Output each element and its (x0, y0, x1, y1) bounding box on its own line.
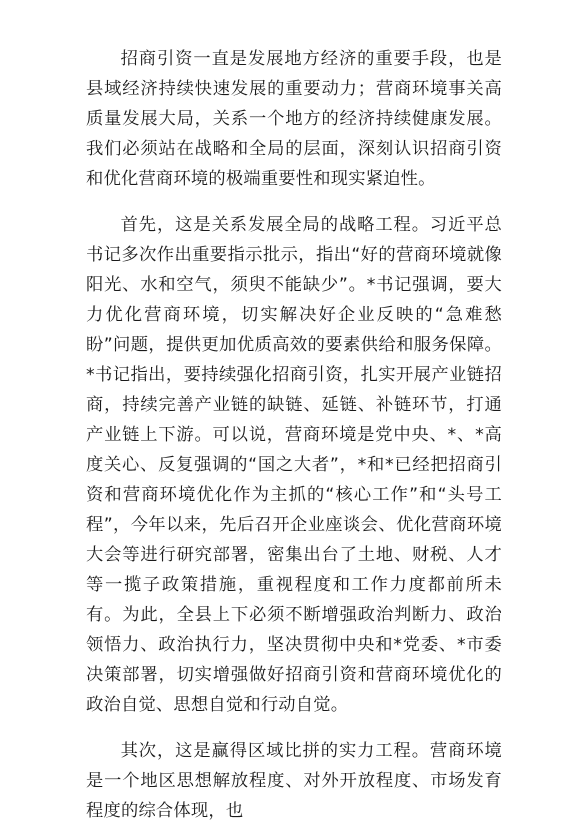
paragraph-intro: 招商引资一直是发展地方经济的重要手段，也是县域经济持续快速发展的重要动力；营商环境事关高质量发展大局，关系一个地方的经济持续健康发展。我们必须站在战略和全局的层面，深刻认识招商引资和优化营商环境的极端重要性和现实紧迫性。 (86, 49, 502, 189)
paragraph-second-point: 其次，这是赢得区域比拼的实力工程。营商环境是一个地区思想解放程度、对外开放程度、市场发育程度的综合体现，也 (86, 741, 502, 821)
paragraph-first-point: 首先，这是关系发展全局的战略工程。习近平总书记多次作出重要指示批示，指出“好的营商环境就像阳光、水和空气，须臾不能缺少”。*书记强调，要大力优化营商环境，切实解决好企业反映的“急难愁盼”问题，提供更加优质高效的要素供给和服务保障。*书记指出，要持续强化招商引资，扎实开展产业链招商，持续完善产业链的缺链、延链、补链环节，打通产业链上下游。可以说，营商环境是党中央、*、*高度关心、反复强调的“国之大者”，*和*已经把招商引资和营商环境优化作为主抓的“核心工作”和“头号工程”，今年以来，先后召开企业座谈会、优化营商环境大会等进行研究部署，密集出台了土地、财税、人才等一揽子政策措施，重视程度和工作力度都前所未有。为此，全县上下必须不断增强政治判断力、政治领悟力、政治执行力，坚决贯彻中央和*党委、*市委决策部署，切实增强做好招商引资和营商环境优化的政治自觉、思想自觉和行动自觉。 (86, 215, 502, 715)
